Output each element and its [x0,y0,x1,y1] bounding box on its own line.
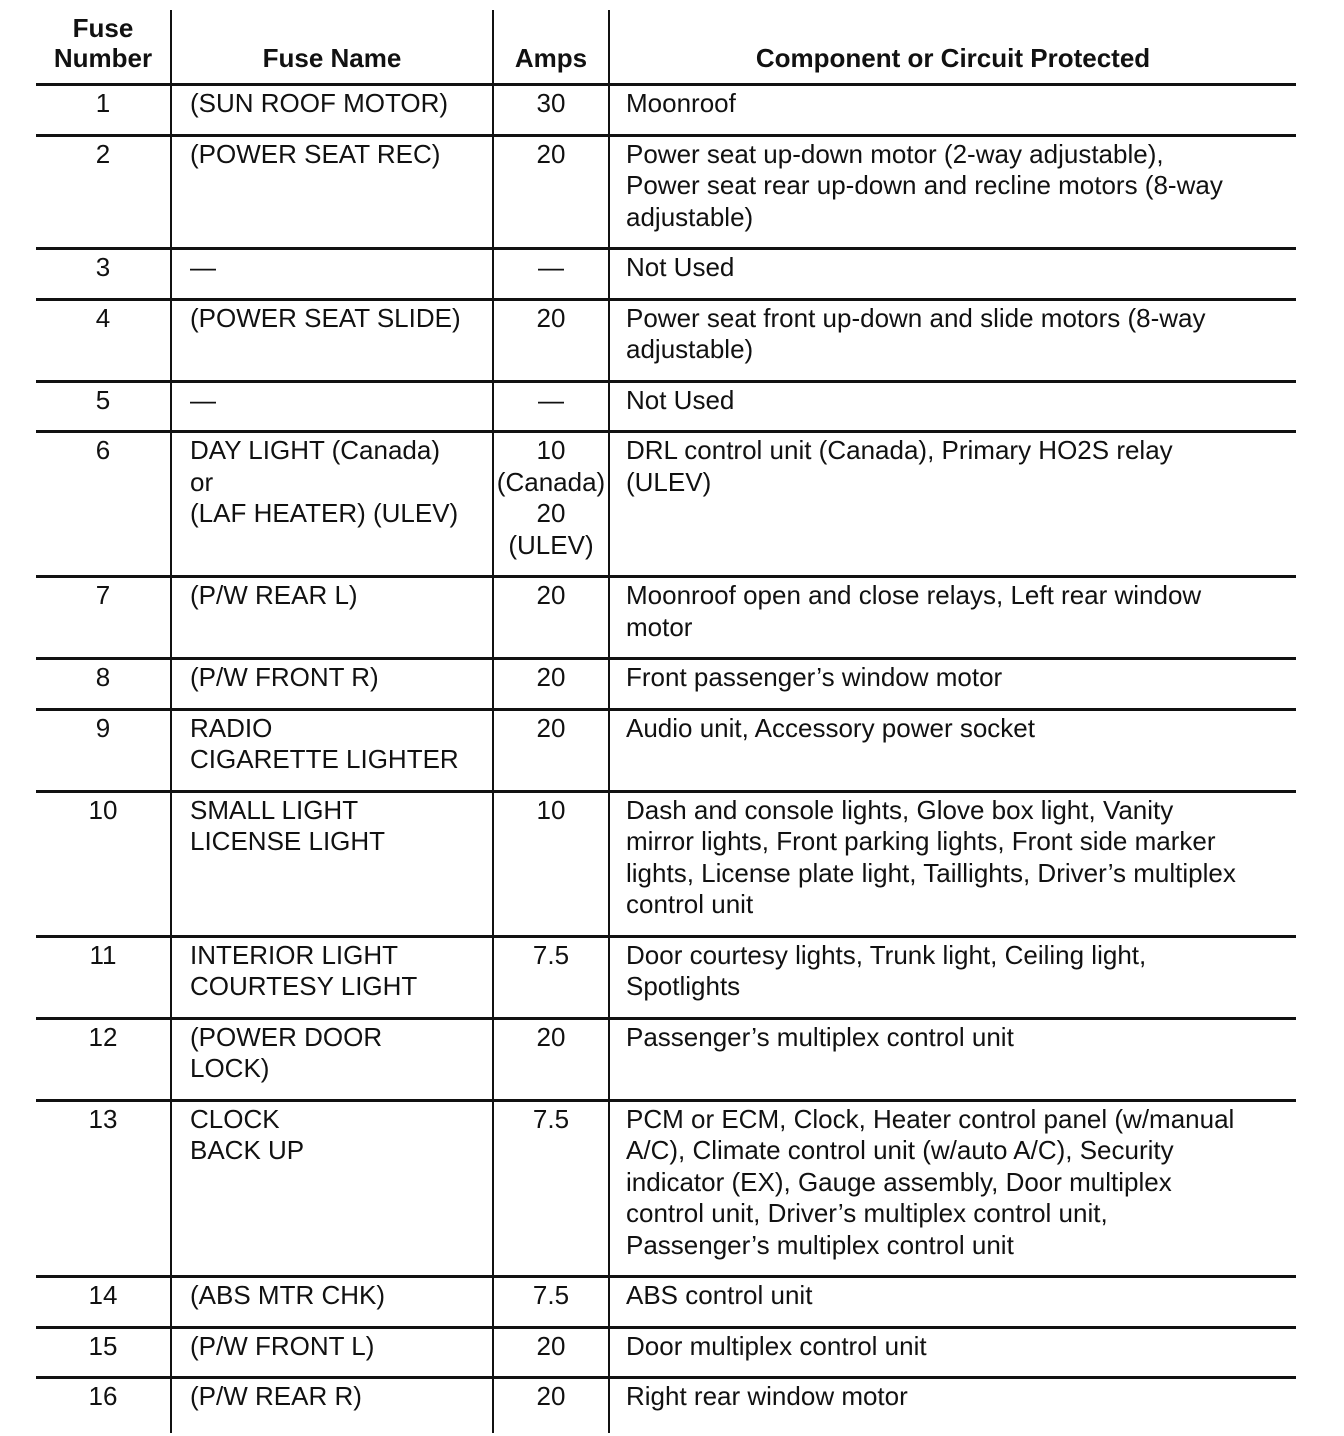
header-amps: Amps [492,10,608,86]
fuse-number-cell: 11 [36,938,170,1020]
fuse-component-cell: Audio unit, Accessory power socket [608,711,1296,793]
fuse-component-cell: Not Used [608,383,1296,434]
fuse-name-cell: (P/W REAR R) [170,1379,492,1433]
fuse-amps-cell: 20 [492,1020,608,1102]
fuse-name-cell: DAY LIGHT (Canada) or (LAF HEATER) (ULEV) [170,433,492,578]
fuse-number-cell: 6 [36,433,170,578]
fuse-name-cell: SMALL LIGHT LICENSE LIGHT [170,793,492,938]
fuse-name-cell: CLOCK BACK UP [170,1102,492,1279]
fuse-name-cell: (SUN ROOF MOTOR) [170,86,492,137]
fuse-component-cell: ABS control unit [608,1278,1296,1329]
fuse-amps-cell: 20 [492,660,608,711]
fuse-amps-cell: 20 [492,578,608,660]
fuse-number-cell: 9 [36,711,170,793]
fuse-amps-cell: 7.5 [492,1278,608,1329]
fuse-amps-cell: — [492,250,608,301]
fuse-component-cell: Dash and console lights, Glove box light, Vanity mirror lights, Front parking lights, Front side marker lights, License plate light, Taillights, Driver’s multiplex control unit [608,793,1296,938]
header-component: Component or Circuit Protected [608,10,1296,86]
fuse-number-cell: 12 [36,1020,170,1102]
fuse-number-cell: 10 [36,793,170,938]
fuse-amps-cell: 20 [492,1379,608,1433]
fuse-amps-cell: — [492,383,608,434]
fuse-component-cell: DRL control unit (Canada), Primary HO2S relay (ULEV) [608,433,1296,578]
fuse-component-cell: PCM or ECM, Clock, Heater control panel (w/manual A/C), Climate control unit (w/auto A/C), Security indicator (EX), Gauge assembly, Door multiplex control unit, Driver’s multiplex control unit, Passenger’s multiplex control unit [608,1102,1296,1279]
fuse-number-cell: 15 [36,1329,170,1380]
fuse-component-cell: Right rear window motor [608,1379,1296,1433]
fuse-table [36,10,1296,1433]
fuse-name-cell: (P/W REAR L) [170,578,492,660]
fuse-name-cell: (POWER SEAT REC) [170,137,492,251]
fuse-amps-cell: 10 (Canada) 20 (ULEV) [492,433,608,578]
fuse-component-cell: Moonroof open and close relays, Left rear window motor [608,578,1296,660]
fuse-number-cell: 4 [36,301,170,383]
fuse-number-cell: 14 [36,1278,170,1329]
fuse-name-cell: — [170,383,492,434]
fuse-component-cell: Passenger’s multiplex control unit [608,1020,1296,1102]
fuse-number-cell: 5 [36,383,170,434]
fuse-number-cell: 1 [36,86,170,137]
fuse-component-cell: Not Used [608,250,1296,301]
fuse-amps-cell: 7.5 [492,1102,608,1279]
fuse-name-cell: — [170,250,492,301]
fuse-amps-cell: 20 [492,1329,608,1380]
fuse-number-cell: 7 [36,578,170,660]
fuse-amps-cell: 30 [492,86,608,137]
header-fuse-name: Fuse Name [170,10,492,86]
fuse-name-cell: (POWER SEAT SLIDE) [170,301,492,383]
fuse-number-cell: 2 [36,137,170,251]
fuse-component-cell: Power seat front up-down and slide motors (8-way adjustable) [608,301,1296,383]
fuse-amps-cell: 10 [492,793,608,938]
fuse-number-cell: 8 [36,660,170,711]
header-fuse-number: Fuse Number [36,10,170,86]
fuse-component-cell: Front passenger’s window motor [608,660,1296,711]
fuse-amps-cell: 20 [492,711,608,793]
fuse-name-cell: (ABS MTR CHK) [170,1278,492,1329]
fuse-name-cell: INTERIOR LIGHT COURTESY LIGHT [170,938,492,1020]
fuse-number-cell: 13 [36,1102,170,1279]
fuse-name-cell: (P/W FRONT L) [170,1329,492,1380]
fuse-amps-cell: 20 [492,301,608,383]
fuse-number-cell: 16 [88,1381,118,1411]
fuse-amps-cell: 20 [492,137,608,251]
fuse-component-cell: Moonroof [608,86,1296,137]
fuse-component-cell: Power seat up-down motor (2-way adjustable), Power seat rear up-down and recline motors (8-way adjustable) [608,137,1296,251]
fuse-amps-cell: 7.5 [492,938,608,1020]
fuse-name-cell: (P/W FRONT R) [170,660,492,711]
fuse-component-cell: Door courtesy lights, Trunk light, Ceiling light, Spotlights [608,938,1296,1020]
fuse-number-cell: 3 [36,250,170,301]
fuse-name-cell: RADIO CIGARETTE LIGHTER [170,711,492,793]
fuse-name-cell: (POWER DOOR LOCK) [170,1020,492,1102]
fuse-component-cell: Door multiplex control unit [608,1329,1296,1380]
